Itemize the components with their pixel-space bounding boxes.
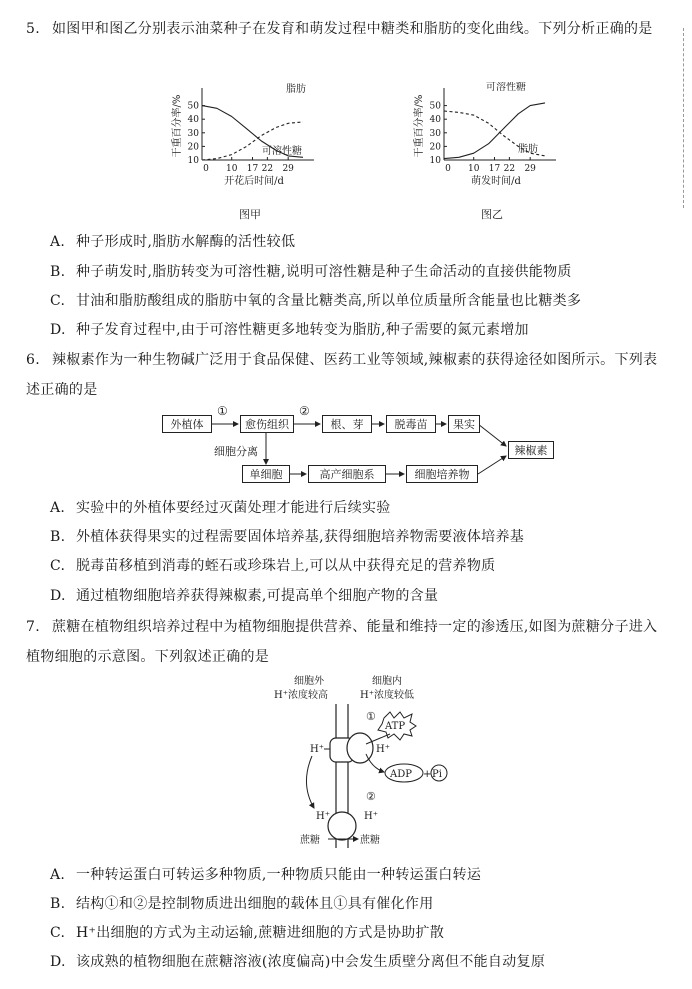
inside-label: 细胞内 (372, 676, 402, 687)
node-fruit: 果实 (448, 415, 480, 433)
option-letter: B. (50, 896, 66, 912)
option-letter: C. (50, 293, 66, 309)
question-text: 如图甲和图乙分别表示油菜种子在发育和萌发过程中糖类和脂肪的变化曲线。下列分析正确的是 (52, 21, 653, 37)
q6-option-d[interactable] (50, 586, 670, 606)
struct2-label: ② (366, 790, 376, 803)
struct1-label: ① (366, 710, 376, 723)
adp-label: ADP (390, 769, 412, 780)
plus-label: + (423, 769, 432, 780)
h-ion-inside-bottom: H⁺ (364, 811, 378, 822)
y-tick-label: 40 (429, 115, 441, 126)
x-tick-label: 0 (445, 164, 451, 174)
q7-option-a[interactable] (50, 865, 670, 885)
q6-option-b[interactable] (50, 527, 670, 547)
option-text: 一种转运蛋白可转运多种物质,一种物质只能由一种转运蛋白转运 (76, 867, 482, 883)
question-number: 5. (26, 21, 40, 37)
y-axis-label: 干重百分率/% (172, 94, 183, 158)
series-label: 可溶性糖 (262, 146, 302, 157)
outside-conc-label: H⁺浓度较高 (274, 690, 328, 701)
series-label: 脂肪 (286, 84, 306, 95)
y-tick-label: 50 (429, 101, 441, 112)
option-letter: B. (50, 264, 66, 280)
y-tick-label: 20 (187, 142, 199, 153)
x-axis-label: 开花后时间/d (224, 176, 284, 187)
option-text: 脱毒苗移植到消毒的蛭石或珍珠岩上,可以从中获得充足的营养物质 (76, 558, 496, 574)
question-number: 6. (26, 352, 40, 368)
option-letter: B. (50, 529, 66, 545)
option-text: 实验中的外植体要经过灭菌处理才能进行后续实验 (76, 500, 391, 516)
question-5-stem (26, 14, 666, 44)
question-text: 辣椒素作为一种生物碱广泛用于食品保健、医药工业等领域,辣椒素的获得途径如图所示。下列表述正确的是 (26, 352, 658, 398)
atp-label: ATP (385, 721, 406, 732)
chart-title: 图乙 (481, 208, 503, 221)
option-letter: D. (50, 954, 66, 970)
sucrose-outside-label: 蔗糖 (300, 835, 320, 846)
series-label: 可溶性糖 (486, 82, 526, 93)
margin-dashed-line (683, 28, 684, 208)
x-axis-label: 萌发时间/d (471, 176, 521, 187)
option-text: 结构①和②是控制物质进出细胞的载体且①具有催化作用 (76, 896, 434, 912)
x-tick-label: 29 (524, 164, 536, 174)
y-tick-label: 40 (187, 115, 199, 126)
pi-label: Pi (432, 769, 442, 780)
x-tick-label: 22 (261, 164, 274, 174)
option-text: 种子发育过程中,由于可溶性糖更多地转变为脂肪,种子需要的氮元素增加 (76, 322, 529, 338)
q5-option-a[interactable] (50, 232, 670, 252)
option-text: H⁺出细胞的方式为主动运输,蔗糖进细胞的方式是协助扩散 (76, 925, 445, 941)
option-letter: A. (50, 234, 66, 250)
step2-label: ② (299, 404, 310, 418)
option-text: 该成熟的植物细胞在蔗糖溶液(浓度偏高)中会发生质壁分离但不能自动复原 (76, 954, 546, 970)
question-7-stem (26, 612, 666, 672)
y-axis-label: 干重百分率/% (414, 94, 425, 158)
y-tick-label: 10 (187, 156, 199, 166)
node-root-bud: 根、芽 (322, 415, 372, 433)
node-explant: 外植体 (162, 415, 212, 433)
q5-option-d[interactable] (50, 320, 670, 340)
chart-yi (400, 82, 572, 224)
question-number: 7. (26, 619, 40, 635)
h-ion-outside-bottom: H⁺ (316, 811, 330, 822)
question-6-stem (26, 345, 666, 405)
option-text: 种子形成时,脂肪水解酶的活性较低 (76, 234, 296, 250)
chart-jia (158, 82, 330, 224)
q7-option-d[interactable] (50, 952, 670, 972)
node-cell-culture: 细胞培养物 (406, 465, 478, 483)
y-tick-label: 20 (429, 142, 441, 153)
node-single-cell: 单细胞 (242, 465, 290, 483)
node-capsaicin: 辣椒素 (508, 441, 554, 459)
x-tick-label: 0 (203, 164, 209, 174)
node-callus: 愈伤组织 (240, 415, 294, 433)
x-tick-label: 10 (225, 164, 238, 174)
q7-option-b[interactable] (50, 894, 670, 914)
option-letter: D. (50, 588, 66, 604)
outside-label: 细胞外 (294, 676, 324, 687)
h-ion-inside-top: H⁺ (376, 744, 390, 755)
node-high-yield: 高产细胞系 (308, 465, 386, 483)
membrane-diagram (260, 672, 460, 850)
y-tick-label: 30 (429, 128, 441, 139)
symporter-icon (328, 812, 356, 840)
y-tick-label: 50 (187, 101, 199, 112)
option-text: 甘油和脂肪酸组成的脂肪中氧的含量比糖类高,所以单位质量所含能量也比糖类多 (76, 293, 582, 309)
y-tick-label: 10 (429, 156, 441, 166)
y-tick-label: 30 (187, 128, 199, 139)
sucrose-inside-label: 蔗糖 (360, 835, 380, 846)
x-tick-label: 10 (467, 164, 480, 174)
x-tick-label: 17 (488, 164, 501, 174)
proton-pump-icon (330, 733, 373, 763)
q5-option-b[interactable] (50, 262, 670, 282)
option-letter: A. (50, 500, 66, 516)
option-letter: C. (50, 558, 66, 574)
option-letter: D. (50, 322, 66, 338)
option-text: 外植体获得果实的过程需要固体培养基,获得细胞培养物需要液体培养基 (76, 529, 525, 545)
chart-title: 图甲 (239, 208, 261, 221)
q7-option-c[interactable] (50, 923, 670, 943)
x-tick-label: 29 (282, 164, 294, 174)
step1-label: ① (217, 404, 228, 418)
option-letter: A. (50, 867, 66, 883)
separation-label: 细胞分离 (214, 445, 258, 458)
question-text: 蔗糖在植物组织培养过程中为植物细胞提供营养、能量和维持一定的渗透压,如图为蔗糖分子进入植物细胞的示意图。下列叙述正确的是 (26, 619, 658, 665)
node-virus-free: 脱毒苗 (386, 415, 436, 433)
option-text: 通过植物细胞培养获得辣椒素,可提高单个细胞产物的含量 (76, 588, 439, 604)
x-tick-label: 17 (246, 164, 259, 174)
q6-option-a[interactable] (50, 498, 670, 518)
inside-conc-label: H⁺浓度较低 (360, 690, 414, 701)
q5-option-c[interactable] (50, 291, 670, 311)
option-text: 种子萌发时,脂肪转变为可溶性糖,说明可溶性糖是种子生命活动的直接供能物质 (76, 264, 572, 280)
h-return-arrow (306, 756, 314, 808)
h-ion-outside-top: H⁺ (310, 744, 324, 755)
series-label: 脂肪 (518, 144, 538, 155)
q6-option-c[interactable] (50, 556, 670, 576)
option-letter: C. (50, 925, 66, 941)
x-tick-label: 22 (503, 164, 516, 174)
